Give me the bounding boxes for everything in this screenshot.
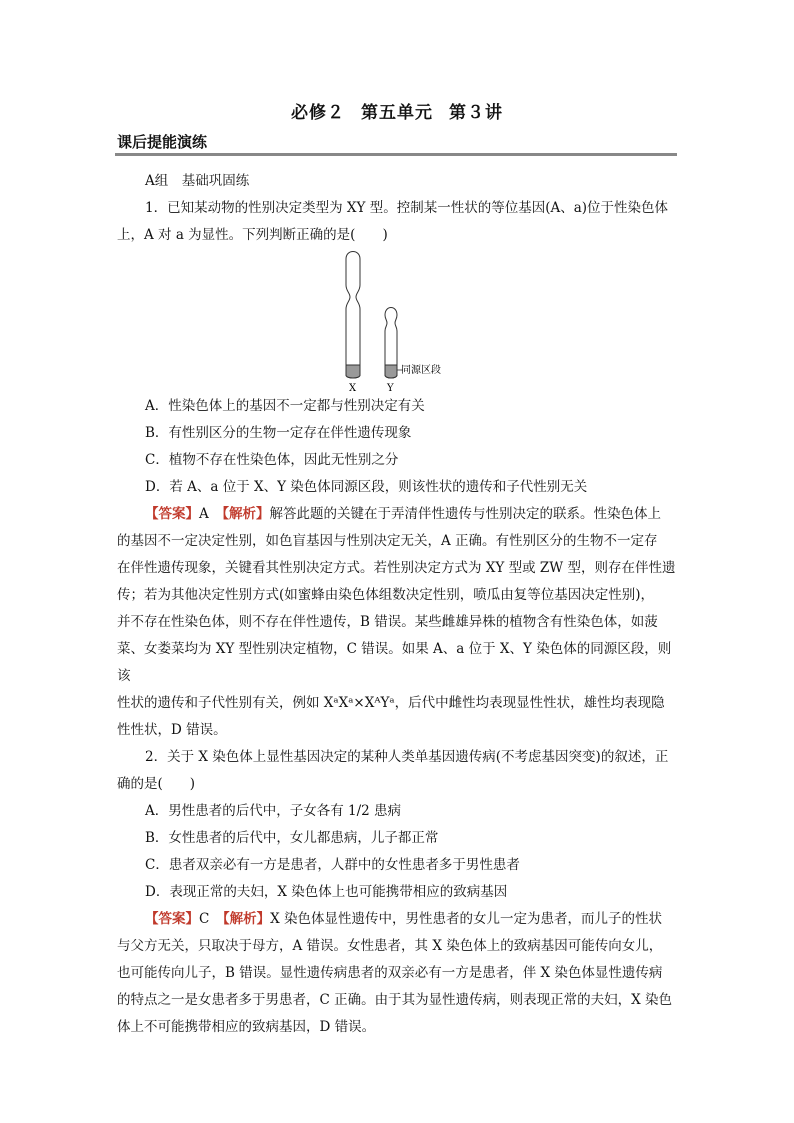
q2-option-a: A．男性患者的后代中，子女各有 1/2 患病: [145, 803, 402, 819]
y-label: Y: [387, 383, 394, 393]
section-heading: 课后提能演练: [117, 133, 208, 151]
title-part-3: 第３讲: [449, 103, 503, 123]
answer-tag: 【答案】: [145, 911, 199, 927]
group-heading: A组 基础巩固练: [145, 173, 250, 189]
q2-option-d: D．表现正常的夫妇，X 染色体上也可能携带相应的致病基因: [145, 884, 508, 900]
header-divider: [115, 153, 677, 156]
q2-answer-line: [117, 906, 677, 933]
q2-analysis-line: 体上不可能携带相应的致病基因，D 错误。: [117, 1019, 376, 1035]
q2-analysis-line: 与父方无关，只取决于母方，A 错误。女性患者，其 X 染色体上的致病基因可能传向女儿，: [117, 938, 663, 954]
q2-stem-line-1: 2．关于 X 染色体上显性基因决定的某种人类单基因遗传病(不考虑基因突变)的叙述，正: [145, 749, 669, 765]
q1-analysis-line: 性性状，D 错误。: [117, 722, 227, 738]
q1-option-b: B．有性别区分的生物一定存在伴性遗传现象: [145, 425, 412, 441]
analysis-line: X 染色体显性遗传中，男性患者的女儿一定为患者，而儿子的性状: [270, 911, 662, 927]
q1-analysis-line: 性状的遗传和子代性别有关，例如 XᵃXᵃ×XᴬYᵃ，后代中雌性均表现显性性状，雄性均表现隐: [117, 695, 665, 711]
answer-tag: 【答案】: [145, 506, 199, 522]
q1-option-a: A．性染色体上的基因不一定都与性别决定有关: [145, 398, 425, 414]
region-label: 同源区段: [401, 365, 441, 376]
title-part-1: 必修２: [291, 103, 345, 123]
q1-analysis-line: 并不存在性染色体，则不存在伴性遗传，B 错误。某些雌雄异株的植物含有性染色体，如菠: [117, 614, 658, 630]
analysis-tag: 【解析】: [222, 911, 271, 927]
q1-stem-line-2: 上，A 对 a 为显性。下列判断正确的是( ): [117, 227, 388, 243]
analysis-line: 解答此题的关键在于弄清伴性遗传与性别决定的联系。性染色体上: [269, 506, 661, 522]
q2-stem-line-2: 确的是( ): [117, 776, 196, 792]
question-2: [117, 744, 677, 1041]
document-body: [117, 168, 677, 1041]
q2-option-b: B．女性患者的后代中，女儿都患病，儿子都正常: [145, 830, 439, 846]
chromosome-figure: [117, 251, 677, 393]
q1-analysis-line: 在伴性遗传现象，关键看其性别决定方式。若性别决定方式为 XY 型或 ZW 型，则存在伴性遗: [117, 560, 676, 576]
q1-stem-line-1: 1．已知某动物的性别决定类型为 XY 型。控制某一性状的等位基因(A、a)位于性染色体: [145, 200, 669, 216]
q1-analysis-line: 的基因不一定决定性别，如色盲基因与性别决定无关，A 正确。有性别区分的生物不一定存: [117, 533, 658, 549]
analysis-tag: 【解析】: [222, 506, 270, 522]
q1-answer-line: [117, 501, 677, 528]
x-label: X: [349, 383, 357, 393]
y-homologous-segment: [385, 365, 397, 378]
page-title: [0, 98, 794, 123]
title-part-2: 第五单元: [361, 103, 433, 123]
q2-option-c: C．患者双亲必有一方是患者，人群中的女性患者多于男性患者: [145, 857, 520, 873]
q1-analysis-line: 传；若为其他决定性别方式(如蜜蜂由染色体组数决定性别，喷瓜由复等位基因决定性别)，: [117, 587, 655, 603]
chromosome-diagram: [117, 251, 677, 393]
answer-value: A: [199, 506, 223, 522]
answer-value: C: [199, 911, 223, 927]
question-1: [117, 195, 677, 744]
x-homologous-segment: [346, 365, 360, 378]
q1-analysis-line: 菜、女娄菜均为 XY 型性别决定植物，C 错误。如果 A、a 位于 X、Y 染色体的同源区段，则该: [117, 641, 672, 684]
q1-option-d: D．若 A、a 位于 X、Y 染色体同源区段，则该性状的遗传和子代性别无关: [145, 479, 588, 495]
q1-option-c: C．植物不存在性染色体，因此无性别之分: [145, 452, 399, 468]
x-chromosome: [346, 252, 360, 379]
q2-analysis-line: 也可能传向儿子，B 错误。显性遗传病患者的双亲必有一方是患者，伴 X 染色体显性遗传病: [117, 965, 663, 981]
q2-analysis-line: 的特点之一是女患者多于男患者，C 正确。由于其为显性遗传病，则表现正常的夫妇，X 染色: [117, 992, 673, 1008]
